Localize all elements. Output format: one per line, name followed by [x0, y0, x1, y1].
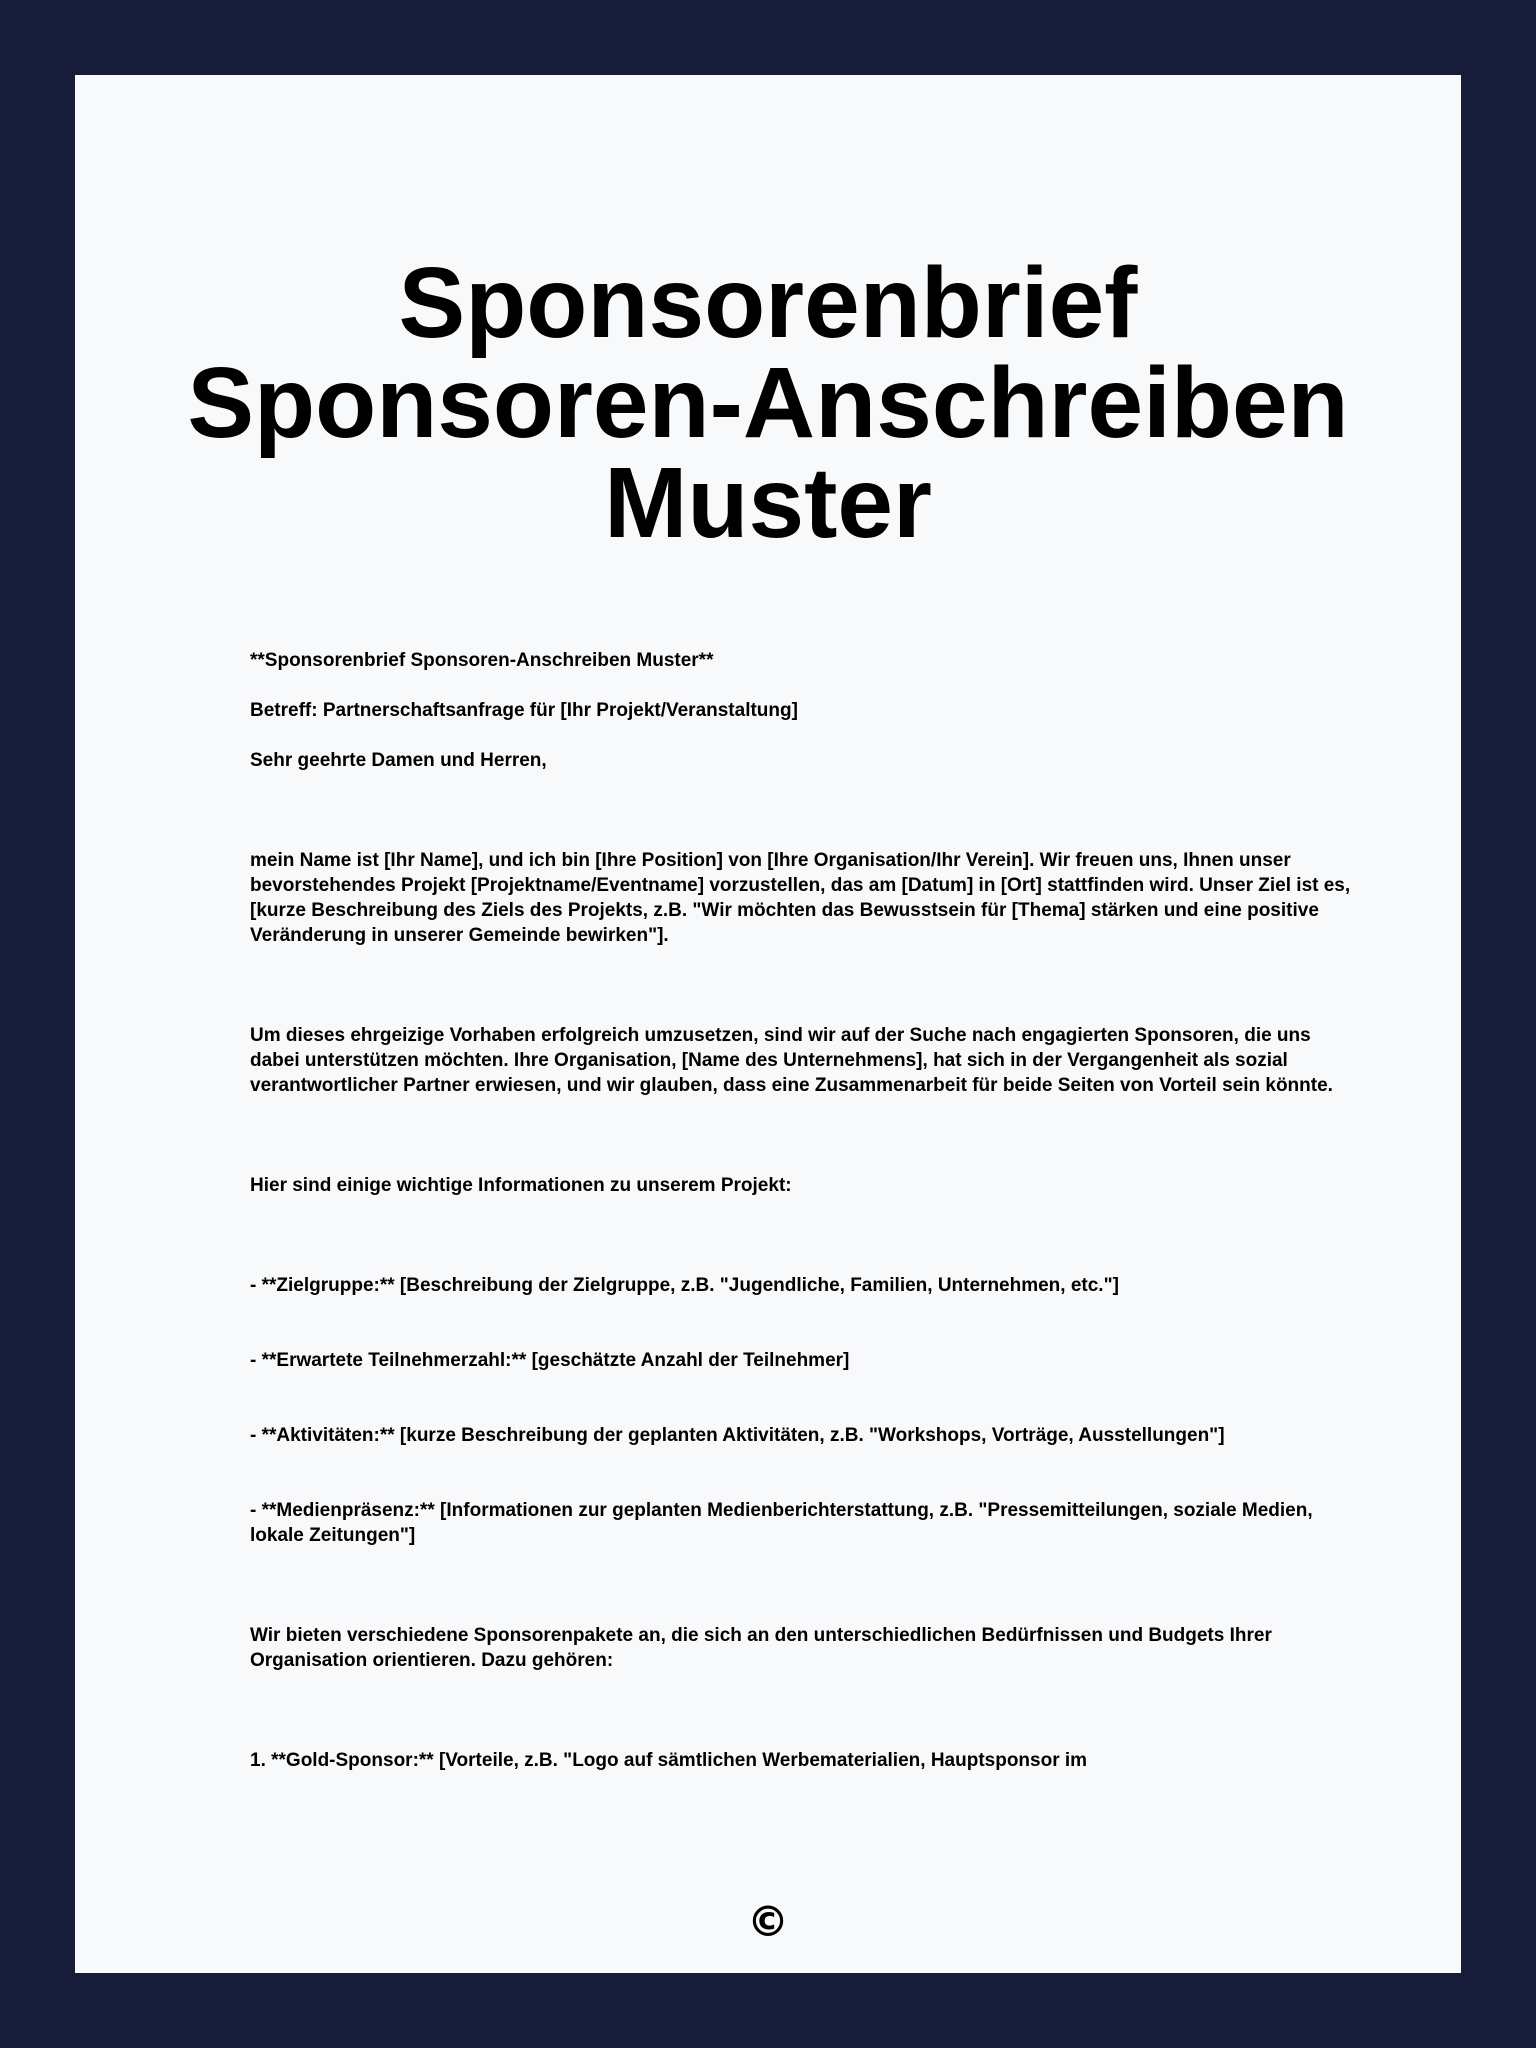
title-line-1: Sponsorenbrief [398, 247, 1138, 359]
document-title [75, 247, 1461, 559]
list-item-participants: - **Erwartete Teilnehmerzahl:** [geschätzte Anzahl der Teilnehmer] [250, 1350, 850, 1371]
subject-line: Betreff: Partnerschaftsanfrage für [Ihr Projekt/Veranstaltung] [250, 700, 798, 721]
title-line-3: Muster [604, 447, 932, 559]
document-page [75, 75, 1461, 1973]
list-item-media: - **Medienpräsenz:** [Informationen zur geplanten Medienberichterstattung, z.B. "Pressemitteilungen, soziale Medien, lokale Zeitungen"] [250, 1500, 1313, 1546]
document-body [250, 648, 1360, 1773]
package-gold: 1. **Gold-Sponsor:** [Vorteile, z.B. "Logo auf sämtlichen Werbematerialien, Hauptsponsor im [250, 1750, 1088, 1771]
info-intro: Hier sind einige wichtige Informationen zu unserem Projekt: [250, 1175, 792, 1196]
request-paragraph: Um dieses ehrgeizige Vorhaben erfolgreich umzusetzen, sind wir auf der Suche nach engagierten Sponsoren, die uns dabei unterstützen möchten. Ihre Organisation, [Name des Unternehmens], hat sich in der Vergangenheit als sozial verantwortlicher Partner erwiesen, und wir glauben, dass eine Zusammenarbeit für beide Seiten von Vorteil sein könnte. [250, 1025, 1333, 1096]
copyright-icon: © [747, 1897, 789, 1946]
packages-paragraph: Wir bieten verschiedene Sponsorenpakete an, die sich an den unterschiedlichen Bedürfnissen und Budgets Ihrer Organisation orientieren. Dazu gehören: [250, 1625, 1272, 1671]
letter-heading: **Sponsorenbrief Sponsoren-Anschreiben Muster** [250, 650, 714, 671]
list-item-activities: - **Aktivitäten:** [kurze Beschreibung der geplanten Aktivitäten, z.B. "Workshops, Vorträge, Ausstellungen"] [250, 1425, 1225, 1446]
list-item-target-group: - **Zielgruppe:** [Beschreibung der Zielgruppe, z.B. "Jugendliche, Familien, Unternehmen, etc."] [250, 1275, 1119, 1296]
title-line-2: Sponsoren-Anschreiben [187, 347, 1349, 459]
intro-paragraph: mein Name ist [Ihr Name], und ich bin [Ihre Position] von [Ihre Organisation/Ihr Verein]. Wir freuen uns, Ihnen unser bevorstehendes Projekt [Projektname/Eventname] vorzustellen, das am [Datum] in [Ort] stattfinden wird. Unser Ziel ist es, [kurze Beschreibung des Ziels des Projekts, z.B. "Wir möchten das Bewusstsein für [Thema] stärken und eine positive Veränderung in unserer Gemeinde bewirken"]. [250, 850, 1351, 946]
salutation: Sehr geehrte Damen und Herren, [250, 750, 547, 771]
